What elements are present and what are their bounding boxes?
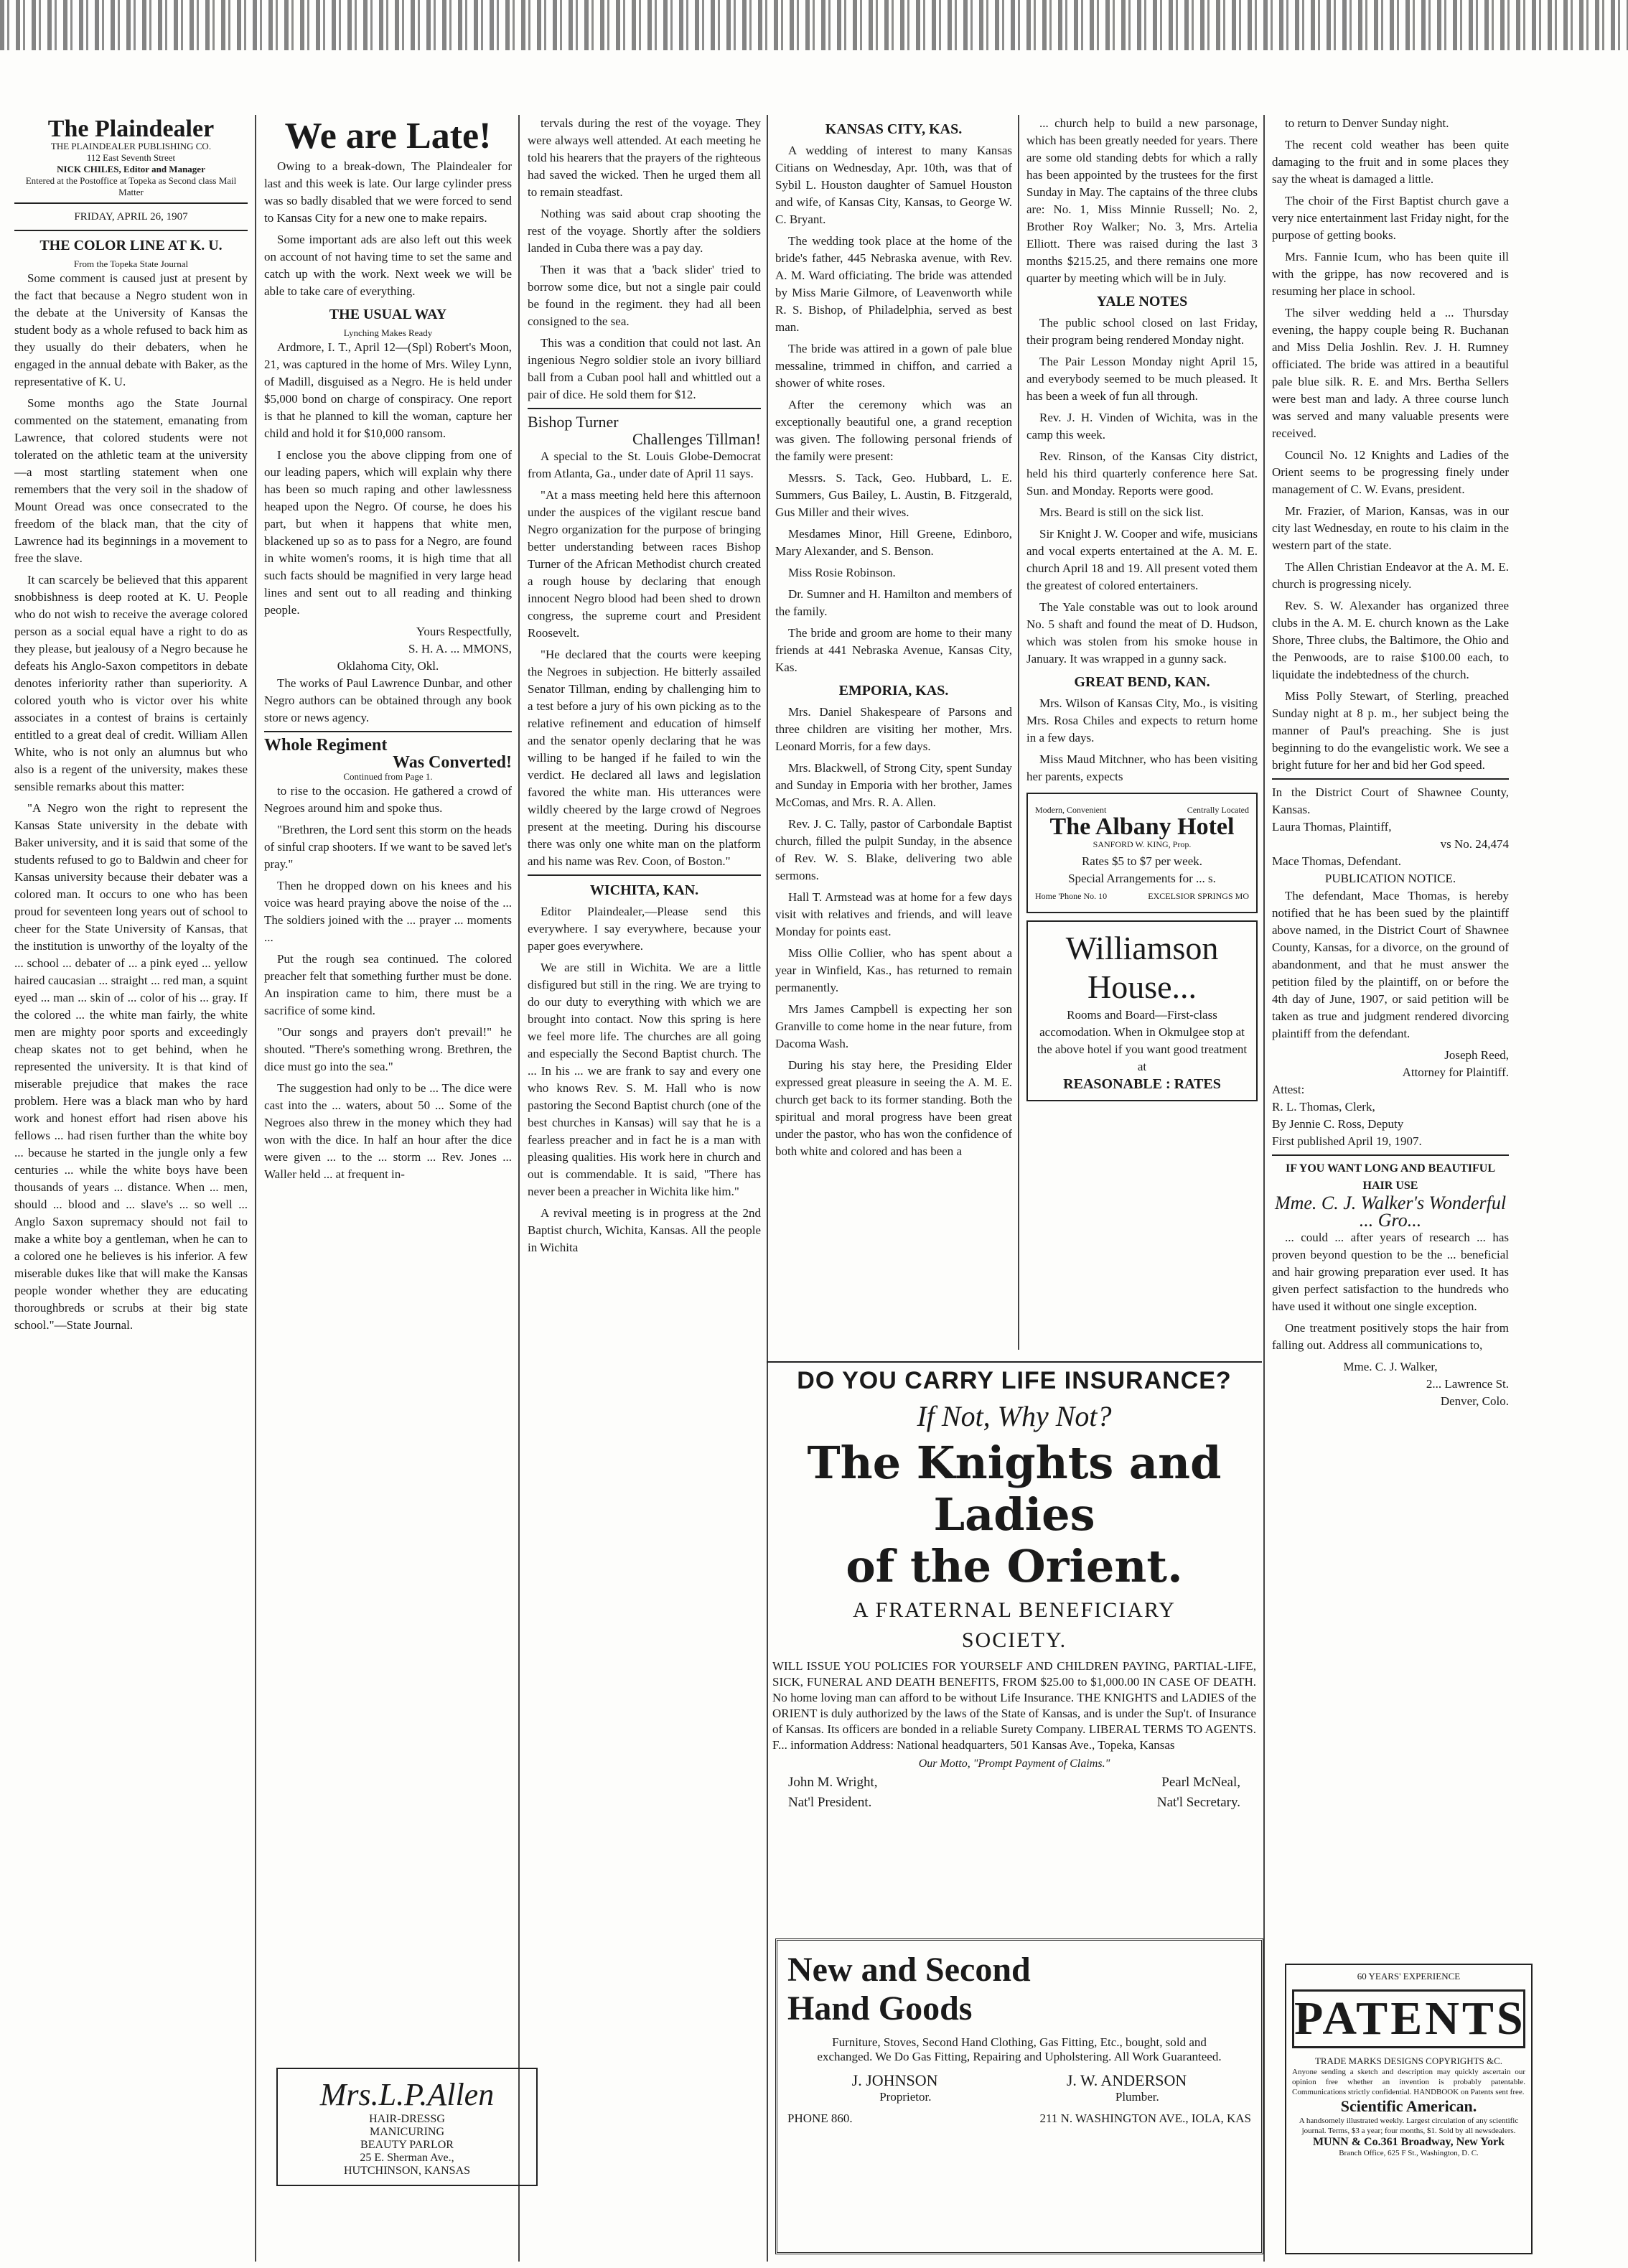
hotel-proprietor: SANFORD W. KING, Prop. [1093, 839, 1192, 849]
goods-owner: J. JOHNSON [851, 2071, 938, 2089]
walker-name: Mme. C. J. Walker's Wonderful ... Gro... [1274, 1193, 1507, 1231]
legal-line: R. L. Thomas, Clerk, [1272, 1100, 1375, 1114]
column-4 [775, 115, 1012, 1350]
hotel-name: The Albany Hotel [1049, 813, 1235, 840]
paragraph: Rev. J. H. Vinden of Wichita, was in the camp this week. [1026, 411, 1258, 442]
wh-name: House... [1087, 969, 1197, 1005]
paragraph: to return to Denver Sunday night. [1285, 116, 1449, 130]
column-rule [1018, 115, 1019, 1350]
paragraph: The suggestion had only to be ... The dice were cast into the ... waters, about 50 ... Some of the Negroes also threw in the money which they had won with the dice. In half an hour after the dice were given ... to the ... storm ... Rev. Jones ... Waller held ... at frequent in- [264, 1081, 512, 1181]
paragraph: Messrs. S. Tack, Geo. Hubbard, L. E. Summers, Gus Bailey, L. Austin, B. Fitzgerald, Gus Miller and their wives. [775, 471, 1012, 519]
article-subhead: Lynching Makes Ready [343, 327, 433, 338]
column-2 [264, 115, 512, 2039]
article-headline: YALE NOTES [1096, 294, 1188, 309]
signature: S. H. A. ... MMONS, [408, 642, 512, 655]
paragraph: The public school closed on last Friday, their program being rendered Monday night. [1026, 316, 1258, 347]
paragraph: Nothing was said about crap shooting the rest of the voyage. Shortly after the soldiers landed in Cuba there was a pay day. [528, 207, 761, 255]
paragraph: Editor Plaindealer,—Please send this everywhere. I say everywhere, because your paper goes everywhere. [528, 905, 761, 953]
paragraph: Mrs. Blackwell, of Strong City, spent Sunday and Sunday in Emporia with her brother, James McComas, and Mrs. R. A. Allen. [775, 761, 1012, 809]
hand-goods-ad [775, 1938, 1263, 2254]
paragraph: The Allen Christian Endeavor at the A. M. E. church is progressing nicely. [1272, 560, 1509, 591]
banner-title: The Knights and Ladies [807, 1437, 1222, 1541]
wh-rates: REASONABLE : RATES [1063, 1076, 1221, 1092]
banner-question: DO YOU CARRY LIFE INSURANCE? [797, 1367, 1232, 1394]
banner-subtitle: SOCIETY. [961, 1628, 1067, 1652]
paragraph: The Pair Lesson Monday night April 15, and everybody seemed to be much pleased. It has been a week of fun all through. [1026, 355, 1258, 403]
late-headline: We are Late! [284, 116, 492, 157]
article-headline: Was Converted! [393, 753, 512, 772]
legal-line: Mace Thomas, Defendant. [1272, 854, 1402, 868]
president-title: Nat'l President. [788, 1795, 872, 1810]
article-headline: EMPORIA, KAS. [838, 683, 949, 699]
secretary-title: Nat'l Secretary. [1156, 1795, 1240, 1810]
paragraph: The recent cold weather has been quite damaging to the fruit and in some places they say the wheat is damaged a little. [1272, 138, 1509, 186]
legal-line: Laura Thomas, Plaintiff, [1272, 820, 1392, 834]
paragraph: The Yale constable was out to look around No. 5 shaft and found the meat of D. Hudson, which was stolen from his smoke house in January. It was wrapped in a gunny sack. [1026, 600, 1258, 666]
patents-word: PATENTS [1292, 1989, 1525, 2048]
paragraph: ... could ... after years of research ... has proven beyond question to be the ... beneficial and hair growing preparation ever used. It has given perfect satisfaction to the hundreds who have used it without one single exception. [1272, 1231, 1509, 1313]
walker-city: Denver, Colo. [1440, 1394, 1509, 1408]
paragraph: "He declared that the courts were keeping the Negroes in subjection. He bitterly assailed Senator Tillman, ending by challenging him to a test before a jury of his own picking as to the relative refinement and education of himself and the senator openly declaring that he was willing to be hanged if he failed to win the verdict. He declared all laws and legislation favored the white man. His utterances were wildly cheered by the large crowd of Negroes present at the meeting. During his discourse there was only one white man on the platform and his name was Rev. Coon, of Boston." [528, 648, 761, 868]
patents-sci-text: A handsomely illustrated weekly. Largest circulation of any scientific journal. Terms, $3 a year; four months, $1. Sold by all newsdealers. [1299, 2117, 1519, 2135]
banner-motto: Our Motto, "Prompt Payment of Claims." [918, 1758, 1110, 1770]
hotel-phone: Home 'Phone No. 10 [1035, 891, 1108, 901]
column-6 [1272, 115, 1509, 1960]
legal-line: By Jennie C. Ross, Deputy [1272, 1117, 1404, 1131]
secretary-name: Pearl McNeal, [1161, 1775, 1240, 1790]
signature-city: Oklahoma City, Okl. [337, 659, 439, 673]
walker-address: 2... Lawrence St. [1426, 1377, 1509, 1391]
paragraph: A special to the St. Louis Globe-Democrat from Atlanta, Ga., under date of April 11 says. [528, 449, 761, 480]
article-headline: Bishop Turner [528, 413, 619, 431]
allen-line: HUTCHINSON, KANSAS [343, 2165, 470, 2177]
hotel-rates: Rates $5 to $7 per week. [1081, 854, 1203, 868]
paragraph: It can scarcely be believed that this apparent snobbishness is deep rooted at K. U. People who do not wish to receive the average colored person as a social equal have a right to do as they please, but jealousy of a Negro because he defeats his Anglo-Saxon competitors in debate denotes inferiority rather than superiority. A colored youth who is victor over his white associates in a contest of brains is certainly entitled to a great deal of credit. William Allen White, who is not only an alumnus but who also is a regent of the university, makes these sensible remarks about this matter: [14, 573, 248, 793]
paragraph: Some months ago the State Journal commented on the statement, emanating from Lawrence, that colored students were not tolerated on the athletic team at the university—a most startling statement when one remembers that the very soil in the shadow of Mount Oread was once consecrated to the freedom of the black man, that the city of Lawrence had its beginnings in a movement to free the slave. [14, 396, 248, 565]
paragraph: The wedding took place at the home of the bride's father, 445 Nebraska avenue, with Rev. A. M. Ward officiating. The bride was attended by Miss Marie Gilmore, of Leavenworth while R. S. Bishop, of Philadelphia, served as best man. [775, 234, 1012, 334]
allen-line: BEAUTY PARLOR [360, 2139, 454, 2151]
masthead-publisher: THE PLAINDEALER PUBLISHING CO. [50, 141, 212, 151]
paragraph: We are still in Wichita. We are a little disfigured but still in the ring. We are trying to do our duty to everything with which we are brought into contact. Now this spring is here we feel more life. The churches are all going and especially the Second Baptist church. The ... In his ... we are frank to say and every one who knows Rev. S. M. Hall who is now pastoring the Second Baptist church (one of the best churches in Kansas) will say that he is a fearless preacher and in fact he is a man with pleasing qualities. His work here in church and out is commendable. It is said, "There has never been a preacher in Wichita like him." [528, 961, 761, 1198]
patents-text: Anyone sending a sketch and description may quickly ascertain our opinion free whether an invention is probably patentable. Communications strictly confidential. HANDBOOK on Patents sent free. [1292, 2068, 1525, 2096]
paragraph: Ardmore, I. T., April 12—(Spl) Robert's Moon, 21, was captured in the home of Mrs. Wiley Lynn, of Madill, disguised as a Negro. He is held under $5,000 bond on charge of conspiracy. One report is that he planned to kill the woman, capture her child and hold it for $10,000 ransom. [264, 340, 512, 440]
paragraph: Owing to a break-down, The Plaindealer for last and this week is late. Our large cylinder press was so badly disabled that we were forced to send to Kansas City for a new one to make repairs. [264, 159, 512, 225]
hotel-special: Special Arrangements for ... s. [1068, 872, 1216, 885]
goods-plumber-title: Plumber. [1115, 2090, 1159, 2104]
williamson-house-ad [1026, 920, 1258, 1101]
article-headline: THE COLOR LINE AT K. U. [39, 238, 223, 253]
president-name: John M. Wright, [788, 1775, 878, 1790]
goods-address: 211 N. WASHINGTON AVE., IOLA, KAS [1039, 2111, 1251, 2125]
scan-edge [0, 0, 1628, 50]
paragraph: The defendant, Mace Thomas, is hereby notified that he has been sued by the plaintiff above named, in the District Court of Shawnee County, Kansas, for a divorce, on the ground of abandonment, and that he must answer the petition filed by the plaintiff, on or before the 4th day of June, 1907, or said petition will be taken as true and judgment rendered divorcing plaintiff from the defendant. [1272, 889, 1509, 1040]
paragraph: Mr. Frazier, of Marion, Kansas, was in our city last Wednesday, en route to his claim in the western part of the state. [1272, 504, 1509, 552]
issue-date: FRIDAY, APRIL 26, 1907 [74, 211, 188, 223]
paragraph: Rev. Rinson, of the Kansas City district, held his third quarterly conference here Sat. Sun. and Monday. Reports were good. [1026, 449, 1258, 498]
paragraph: Dr. Sumner and H. Hamilton and members of the family. [775, 587, 1012, 618]
paragraph: "A Negro won the right to represent the Kansas State university in the debate with Baker university, and it is said that some of the students refused to go to Baldwin and cheer for Kansas university because their debater was a colored man. It occurs to one who has been proud for seventeen long years out of school to cheer for the State University of Kansas, that the institution is unworthy of the loyalty of the ... school ... debater of ... a pink eyed ... yellow haired caucasian ... straight ... red man, a squint eyed ... man ... skin of ... color of his ... gray. If the colored ... the white man fairly, the white men are mighty poor sports and exceedingly cheap skates not to get behind, when he represented the university. It is that kind of miserable prejudice that makes the race problem. Here was a black man who by hard work and honest effort had risen above his fellows ... had risen further than the white boy ... because he started in the jungle only a few centuries ... while the white boys have been thousands of years ... distance. When ... men, should ... blood and ... slave's ... so well ... Anglo Saxon supremacy should not fail to make a white boy a gentleman, when he can to a colored one he believes is his inferior. A few miserable dukes like that will make the Kansas people wonder whether they are educating thoroughbreds or scrubs at their big state school."—State Journal. [14, 801, 248, 1332]
goods-owner-title: Proprietor. [879, 2090, 932, 2104]
legal-line: PUBLICATION NOTICE. [1324, 872, 1456, 885]
patents-ad [1285, 1964, 1533, 2254]
goods-title: Hand Goods [787, 1989, 973, 2027]
column-3 [528, 115, 761, 2262]
masthead-entered: Entered at the Postoffice at Topeka as Second class Mail Matter [25, 175, 237, 197]
article-source: From the Topeka State Journal [73, 258, 189, 269]
walker-headline: IF YOU WANT LONG AND BEAUTIFUL HAIR USE [1285, 1162, 1496, 1192]
paragraph: Miss Maud Mitchner, who has been visiting her parents, expects [1026, 752, 1258, 783]
paragraph: Mrs. Daniel Shakespeare of Parsons and three children are visiting her mother, Mrs. Leonard Morris, for a few days. [775, 705, 1012, 753]
paragraph: "Brethren, the Lord sent this storm on the heads of sinful crap shooters. If we want to be saved let's pray." [264, 823, 512, 871]
allen-line: HAIR-DRESSG [369, 2113, 445, 2125]
hotel-city: EXCELSIOR SPRINGS MO [1148, 891, 1249, 901]
patents-top: 60 YEARS' EXPERIENCE [1357, 1971, 1461, 1982]
masthead-address: 112 East Seventh Street [86, 152, 176, 163]
column-rule [518, 115, 520, 2262]
legal-line: In the District Court of Shawnee County, Kansas. [1272, 785, 1509, 816]
legal-line: vs No. 24,474 [1440, 837, 1509, 851]
patents-branch: Branch Office, 625 F St., Washington, D. C. [1339, 2149, 1479, 2157]
paragraph: Miss Ollie Collier, who has spent about a year in Winfield, Kas., has returned to remain permanently. [775, 946, 1012, 994]
paragraph: During his stay here, the Presiding Elder expressed great pleasure in seeing the A. M. E. church get back to its former standing. Both the spiritual and moral progress have been great under the pastor, who has won the confidence of both white and colored and has been a [775, 1058, 1012, 1158]
paragraph: Sir Knight J. W. Cooper and wife, musicians and vocal experts entertained at the A. M. E. church April 18 and 19. All present voted them the greatest of colored entertainers. [1026, 527, 1258, 592]
paragraph: Then he dropped down on his knees and his voice was heard praying above the noise of the ... The soldiers joined with the ... prayer ... moments ... [264, 879, 512, 944]
allen-line: MANICURING [370, 2126, 444, 2138]
insurance-banner-ad [767, 1357, 1262, 1811]
paragraph: Mrs. Wilson of Kansas City, Mo., is visiting Mrs. Rosa Chiles and expects to return home in a few days. [1026, 696, 1258, 745]
paragraph: to rise to the occasion. He gathered a crowd of Negroes around him and spoke thus. [264, 784, 512, 815]
banner-subtitle: A FRATERNAL BENEFICIARY [853, 1598, 1176, 1622]
paragraph: After the ceremony which was an exceptionally beautiful one, a grand reception was given. The following personal friends of the family were present: [775, 398, 1012, 463]
paragraph: Rev. S. W. Alexander has organized three clubs in the A. M. E. church known as the Lake Shore, Three clubs, the Baltimore, the Ohio and the Penwoods, are to raise $100.00 each, to liquidate the indebtedness of the church. [1272, 599, 1509, 681]
hotel-tag: Centrally Located [1187, 805, 1249, 815]
article-headline: KANSAS CITY, KAS. [825, 121, 963, 137]
banner-question2: If Not, Why Not? [917, 1400, 1112, 1432]
paragraph: The silver wedding held a ... Thursday evening, the happy couple being R. Buchanan and Miss Delia Joshlin. Rev. J. H. Rumney officiated. The bride was attired in a beautiful pale blue silk. R. E. and Mrs. Bertha Sellers were best man and lady. A three course lunch was served and many valuable presents were received. [1272, 306, 1509, 440]
column-rule [767, 115, 768, 2262]
walker-signature: Mme. C. J. Walker, [1343, 1360, 1438, 1373]
goods-title: New and Second [787, 1951, 1031, 1989]
paragraph: A revival meeting is in progress at the 2nd Baptist church, Wichita, Kansas. All the people in Wichita [528, 1206, 761, 1254]
paragraph: Then it was that a 'back slider' tried to borrow some dice, but not a single pair could be found in the regiment. they had all been consigned to the sea. [528, 263, 761, 328]
article-headline: THE USUAL WAY [329, 307, 447, 322]
paragraph: The bride was attired in a gown of pale blue messaline, trimmed in chiffon, and carried a shower of white roses. [775, 342, 1012, 390]
allen-ad [276, 2068, 538, 2186]
legal-line: Joseph Reed, [1444, 1048, 1509, 1062]
legal-line: First published April 19, 1907. [1272, 1134, 1422, 1148]
allen-line: 25 E. Sherman Ave., [360, 2152, 454, 2164]
paragraph: ... church help to build a new parsonage, which has been greatly needed for years. There are some old standing debts for which a rally has been appointed by the trustees for the first Sunday in May. The captains of the three clubs are: No. 1, Miss Minnie Russell; No. 2, Brother Roy Walker; No. 3, Mrs. Artelia Elliott. There was raised during the last 3 months $215.25, and there remains one more quarter by meeting which will be in July. [1026, 116, 1258, 285]
paragraph: The choir of the First Baptist church gave a very nice entertainment last Friday night, for the purpose of getting books. [1272, 194, 1509, 242]
paragraph: Mrs James Campbell is expecting her son Granville to come home in the near future, from Dacoma Wash. [775, 1002, 1012, 1050]
patents-sci: Scientific American. [1340, 2097, 1477, 2115]
allen-name: Mrs.L.P.Allen [319, 2077, 495, 2112]
article-headline: Challenges Tillman! [632, 430, 761, 448]
paragraph: tervals during the rest of the voyage. They were always well attended. At each meeting he told his hearers that the prayers of the righteous had saved the wicked. Then he urged them all to remain steadfast. [528, 116, 761, 199]
goods-plumber: J. W. ANDERSON [1066, 2071, 1187, 2089]
wh-text: Rooms and Board—First-class accomodation. When in Okmulgee stop at the above hotel if you want good treatment at [1037, 1008, 1248, 1073]
goods-phone: PHONE 860. [787, 2111, 853, 2125]
article-headline: GREAT BEND, KAN. [1074, 674, 1210, 690]
masthead-title: The Plaindealer [47, 116, 215, 142]
paragraph: Mrs. Fannie Icum, who has been quite ill with the grippe, has now recovered and is resuming her place in school. [1272, 250, 1509, 298]
column-rule [1263, 115, 1265, 2262]
goods-desc: Furniture, Stoves, Second Hand Clothing, Gas Fitting, Etc., bought, sold and exchanged. We Do Gas Fitting, Repairing and Upholstering. All Work Guaranteed. [817, 2035, 1222, 2063]
paragraph: The bride and groom are home to their many friends at 441 Nebraska Avenue, Kansas City, Kas. [775, 626, 1012, 674]
column-5 [1026, 115, 1258, 1350]
paragraph: Some comment is caused just at present by the fact that because a Negro student won in the debate at the University of Kansas the student body as a whole refused to back him as they usually do their debaters, when he engaged in the annual debate with Baker, as the representative of K. U. [14, 271, 248, 388]
paragraph: Rev. J. C. Tally, pastor of Carbondale Baptist church, filled the pulpit Sunday, in the absence of Rev. W. S. Blake, delivering two able sermons. [775, 817, 1012, 882]
continued-note: Continued from Page 1. [343, 771, 433, 782]
paragraph: The works of Paul Lawrence Dunbar, and other Negro authors can be obtained through any book store or news agency. [264, 676, 512, 724]
paragraph: A wedding of interest to many Kansas Citians on Wednesday, Apr. 10th, was that of Sybil L. Houston daughter of Samuel Houston and wife, of Kansas City, Kansas, to George W. C. Bryant. [775, 144, 1012, 226]
paragraph: Hall T. Armstead was at home for a few days visit with relatives and friends, and will leave Monday for points east. [775, 890, 1012, 938]
paragraph: "At a mass meeting held here this afternoon under the auspices of the vigilant rescue band Negro organization for the purpose of bringing better understanding between races Bishop Turner of the African Methodist church created a rough house by declaring that enough innocent Negro blood had been shed to drown congress, the supreme court and President Roosevelt. [528, 488, 761, 640]
article-headline: Whole Regiment [264, 736, 388, 755]
signature: Yours Respectfully, [416, 625, 512, 638]
wh-name: Williamson [1065, 930, 1219, 966]
paragraph: Put the rough sea continued. The colored preacher felt that something further must be done. An inspiration came to him, there must be a sacrifice of some kind. [264, 952, 512, 1017]
paragraph: I enclose you the above clipping from one of our leading papers, which will explain why there has been so much raping and other lawlessness heaped upon the Negro. Of course, he does his part, but when it happens that white men, blackened up so as to pass for a Negro, are found in white women's rooms, it is high time that all such facts should be magnified in very large head lines and sent out to all reading and thinking people. [264, 448, 512, 617]
article-headline: WICHITA, KAN. [589, 882, 699, 898]
paragraph: Miss Polly Stewart, of Sterling, preached Sunday night at 8 p. m., her subject being the manner of Paul's preaching. She is just beginning to do the evangelistic work. We see a bright future for her and bid her God speed. [1272, 689, 1509, 772]
paragraph: One treatment positively stops the hair from falling out. Address all communications to, [1272, 1321, 1509, 1352]
legal-line: Attorney for Plaintiff. [1402, 1065, 1509, 1079]
patents-marks: TRADE MARKS DESIGNS COPYRIGHTS &C. [1314, 2055, 1503, 2066]
hotel-tag: Modern, Convenient [1035, 805, 1107, 815]
albany-hotel-ad [1026, 793, 1258, 913]
column-1 [14, 115, 248, 2262]
paragraph: Some important ads are also left out this week on account of not having time to set the same and catch up with the work. Next week we will be able to take care of everything. [264, 233, 512, 298]
paragraph: Mesdames Minor, Hill Greene, Edinboro, Mary Alexander, and S. Benson. [775, 527, 1012, 558]
column-rule [255, 115, 256, 2262]
paragraph: This was a condition that could not last. An ingenious Negro soldier stole an ivory billiard ball from a Cuban pool hall and whittled out a pair of dice. He sold them for $12. [528, 336, 761, 401]
masthead-editor: NICK CHILES, Editor and Manager [57, 164, 205, 174]
legal-line: Attest: [1272, 1083, 1305, 1096]
banner-title: of the Orient. [846, 1540, 1183, 1592]
banner-body: WILL ISSUE YOU POLICIES FOR YOURSELF AND CHILDREN PAYING, PARTIAL-LIFE, SICK, FUNERAL AND DEATH BENEFITS, FROM $25.00 to $1,000.00 IN CASE OF DEATH. No home loving man can afford to be without Life Insurance. THE KNIGHTS and LADIES of the ORIENT is duly authorized by the laws of the State of Kansas, and is under the Sup't. of Insurance of Kansas. Its officers are bonded in a reliable Surety Company. LIBERAL TERMS TO AGENTS. F... information Address: National headquarters, 501 Kansas Ave., Topeka, Kansas [772, 1659, 1256, 1752]
patents-munn: MUNN & Co.361 Broadway, New York [1312, 2136, 1505, 2148]
paragraph: Miss Rosie Robinson. [788, 566, 896, 579]
paragraph: Mrs. Beard is still on the sick list. [1039, 505, 1204, 519]
paragraph: Council No. 12 Knights and Ladies of the Orient seems to be progressing finely under management of C. W. Evans, president. [1272, 448, 1509, 496]
paragraph: "Our songs and prayers don't prevail!" he shouted. "There's something wrong. Brethren, the dice must go into the sea." [264, 1025, 512, 1073]
